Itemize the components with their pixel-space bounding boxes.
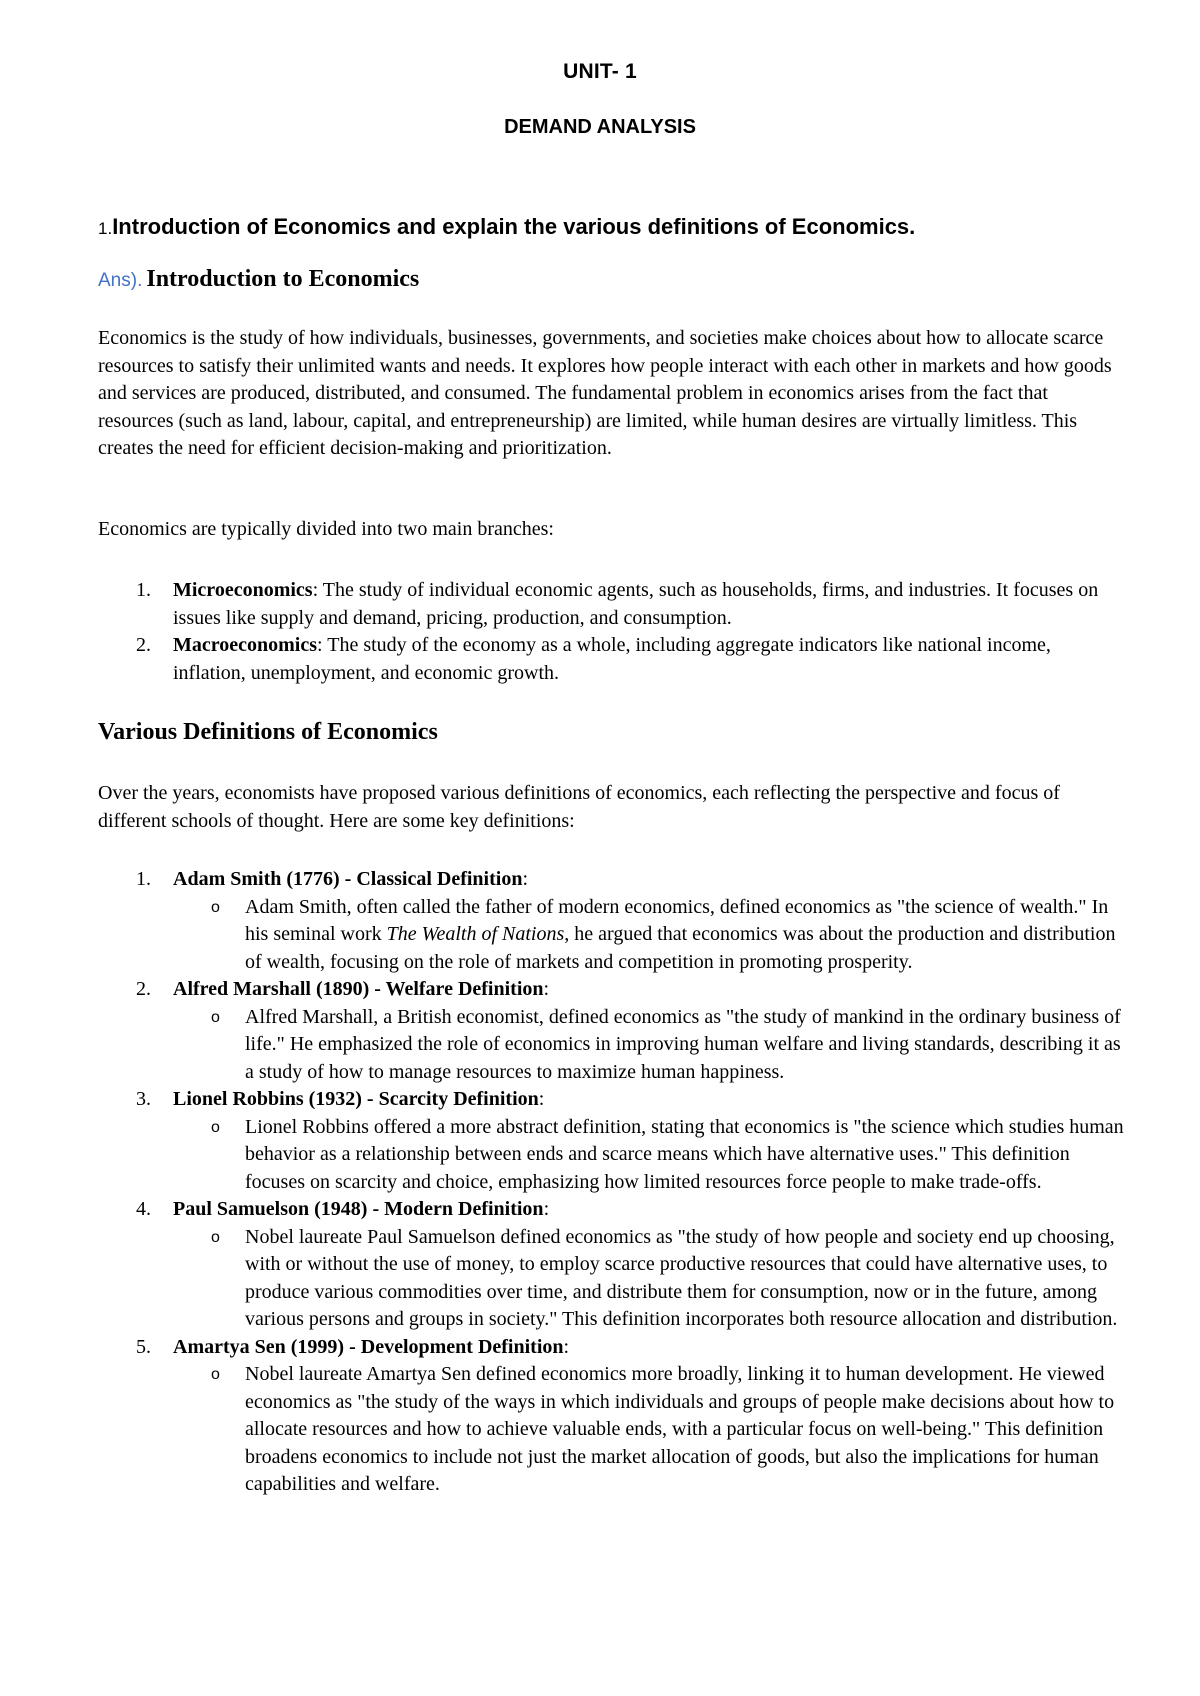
unit-title: UNIT- 1 xyxy=(563,60,637,83)
list-number: 2. xyxy=(136,978,151,1000)
definition-sublist xyxy=(173,1361,1128,1499)
question-number: 1. xyxy=(98,219,113,238)
definition-text: Lionel Robbins offered a more abstract definition, stating that economics is "the science which studies human behavior as a relationship between ends and scarce means which have alternative uses." This definition focuses on scarcity and choice, emphasizing how limited resources force people to make trade-offs. xyxy=(245,1115,1124,1193)
book-title: The Wealth of Nations xyxy=(386,923,565,945)
definition-colon: : xyxy=(538,1088,545,1110)
question-heading xyxy=(98,214,1118,240)
list-item xyxy=(173,1114,1128,1197)
list-item xyxy=(98,1196,1128,1334)
list-item xyxy=(173,1224,1128,1334)
list-number: 3. xyxy=(136,1088,151,1110)
branch-text: : The study of individual economic agents, such as households, firms, and industries. It focuses on issues like supply and demand, pricing, production, and consumption. xyxy=(173,579,1099,629)
list-item xyxy=(98,577,1118,632)
bullet-icon: o xyxy=(211,898,220,916)
list-item xyxy=(173,1361,1128,1499)
question-text: Introduction of Economics and explain the various definitions of Economics. xyxy=(112,214,916,239)
branch-term: Microeconomics xyxy=(173,579,313,601)
list-item xyxy=(98,632,1118,687)
list-item xyxy=(98,1334,1128,1499)
definition-title: Paul Samuelson (1948) - Modern Definition xyxy=(173,1198,544,1220)
list-number: 4. xyxy=(136,1198,151,1220)
definition-text: Alfred Marshall, a British economist, defined economics as "the study of mankind in the ordinary business of life." He emphasized the role of economics in improving human welfare and living standards, describing it as a study of how to manage resources to maximize human happiness. xyxy=(245,1005,1121,1083)
list-item xyxy=(98,976,1128,1086)
definitions-heading: Various Definitions of Economics xyxy=(98,719,438,745)
bullet-icon: o xyxy=(211,1228,220,1246)
bullet-icon: o xyxy=(211,1118,220,1136)
list-item xyxy=(98,1086,1128,1196)
definition-text: Nobel laureate Amartya Sen defined economics more broadly, linking it to human development. He viewed economics as "the study of the ways in which individuals and groups of people make decisions about how to allocate resources and how to achieve valuable ends, with a particular focus on well-being." This definition broadens economics to include not just the market allocation of goods, but also the implications for human capabilities and welfare. xyxy=(245,1363,1115,1495)
definition-title: Lionel Robbins (1932) - Scarcity Definition xyxy=(173,1088,539,1110)
list-number: 1. xyxy=(136,579,151,601)
definition-colon: : xyxy=(543,1198,550,1220)
list-number: 5. xyxy=(136,1335,151,1358)
intro-paragraph: Economics is the study of how individuals, businesses, governments, and societies make choices about how to allocate scarce resources to satisfy their unlimited wants and needs. It explores how people interact with each other in markets and how goods and services are produced, distributed, and consumed. The fundamental problem in economics arises from the fact that resources (such as land, labour, capital, and entrepreneurship) are limited, while human desires are virtually limitless. This creates the need for efficient decision-making and prioritization. xyxy=(98,327,1112,459)
branches-list xyxy=(98,577,1118,687)
list-item xyxy=(173,1004,1128,1087)
answer-heading: Introduction to Economics xyxy=(146,266,420,292)
answer-label: Ans). xyxy=(98,270,143,291)
branches-intro: Economics are typically divided into two main branches: xyxy=(98,518,554,540)
list-number: 2. xyxy=(136,634,151,656)
unit-subtitle: DEMAND ANALYSIS xyxy=(504,116,696,138)
bullet-icon: o xyxy=(211,1366,220,1383)
list-item xyxy=(173,894,1128,977)
definition-sublist xyxy=(173,894,1128,977)
definitions-intro: Over the years, economists have proposed various definitions of economics, each reflecting the perspective and focus of different schools of thought. Here are some key definitions: xyxy=(98,782,1060,832)
definition-text: Adam Smith, often called the father of modern economics, defined economics as "the science of wealth." In his seminal work xyxy=(245,895,1109,945)
definition-colon: : xyxy=(522,868,529,890)
definition-colon: : xyxy=(543,978,550,1000)
definition-title: Alfred Marshall (1890) - Welfare Definition xyxy=(173,978,544,1000)
definition-text: Nobel laureate Paul Samuelson defined economics as "the study of how people and society end up choosing, with or without the use of money, to employ scarce productive resources that could have alternative uses, to produce various commodities over time, and distribute them for consumption, now or in the future, among various persons and groups in society." This definition incorporates both resource allocation and distribution. xyxy=(245,1225,1118,1330)
definition-sublist xyxy=(173,1004,1128,1087)
definition-colon: : xyxy=(563,1335,570,1358)
definition-title: Amartya Sen (1999) - Development Definition xyxy=(173,1335,564,1358)
bullet-icon: o xyxy=(211,1008,220,1026)
definition-text-cont: , he argued that economics was about the production and distribution of wealth, focusing on the role of markets and competition in promoting prosperity. xyxy=(245,923,1116,973)
list-item xyxy=(98,866,1128,976)
branch-text: : The study of the economy as a whole, including aggregate indicators like national income, inflation, unemployment, and economic growth. xyxy=(173,634,1051,684)
definition-sublist xyxy=(173,1224,1128,1334)
definition-title: Adam Smith (1776) - Classical Definition xyxy=(173,868,523,890)
definitions-list xyxy=(98,866,1128,1499)
branch-term: Macroeconomics xyxy=(173,634,318,656)
list-number: 1. xyxy=(136,868,151,890)
definition-sublist xyxy=(173,1114,1128,1197)
answer-heading-line xyxy=(98,266,1118,293)
